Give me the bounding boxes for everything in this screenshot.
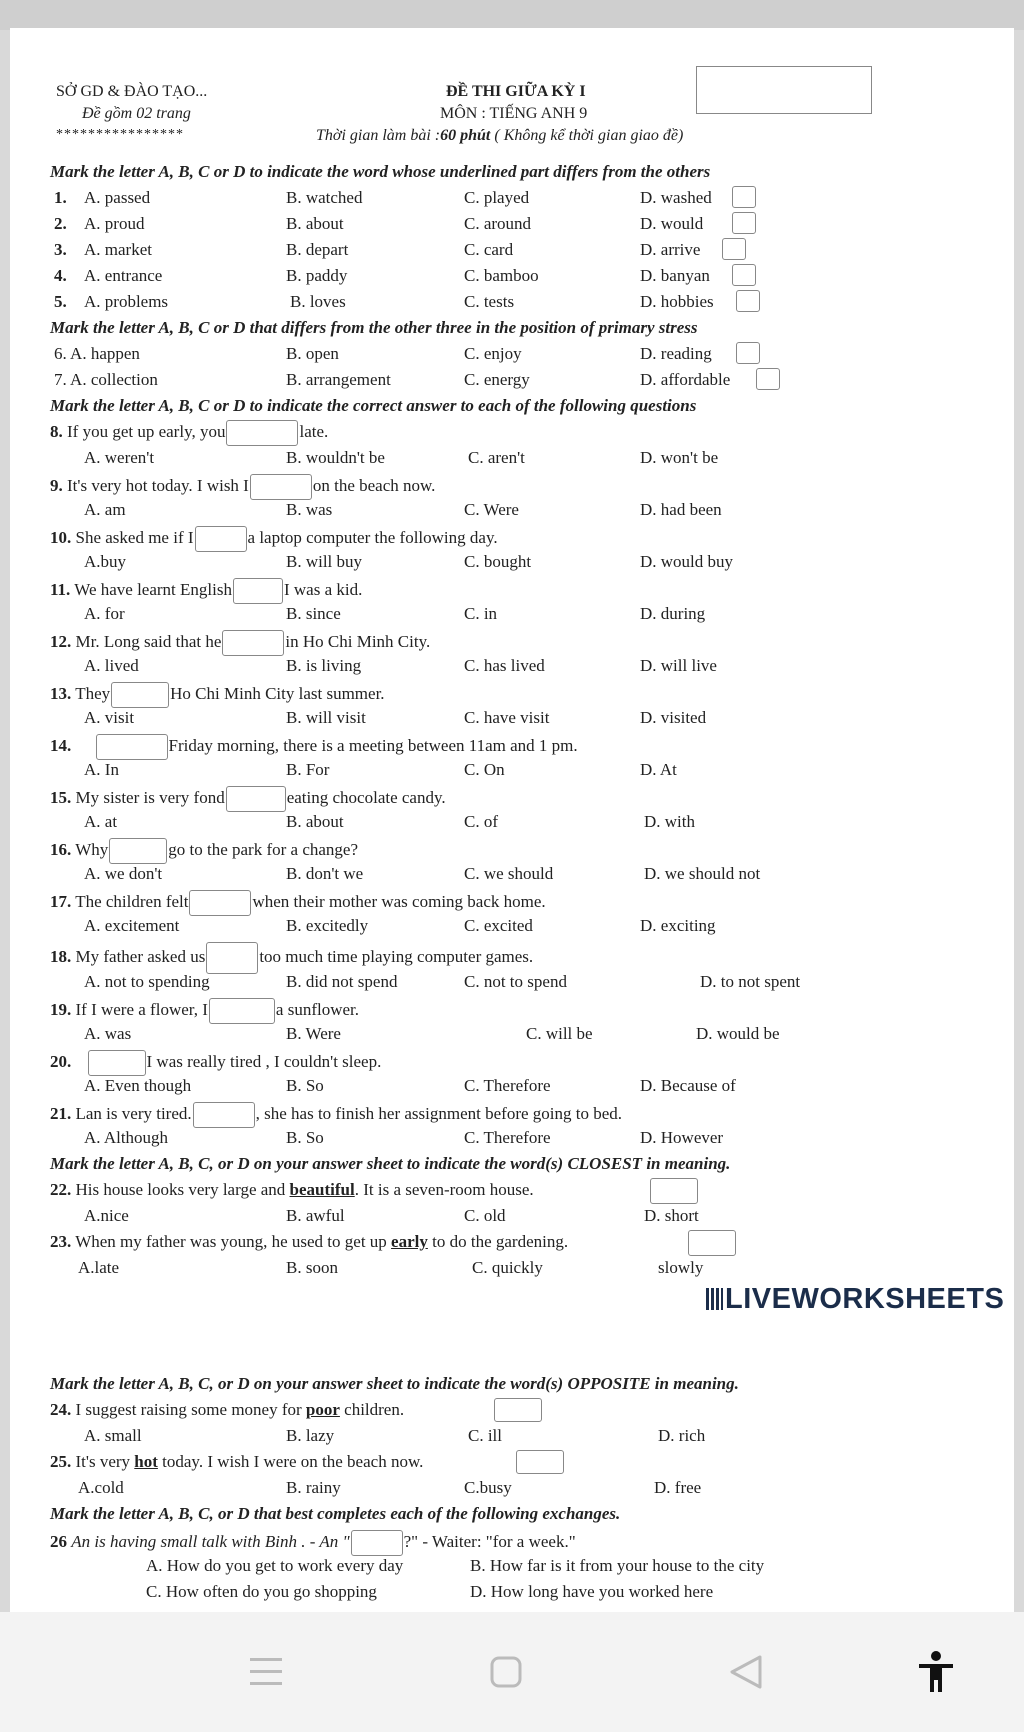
option-b: B. will visit xyxy=(286,708,366,727)
question-number: 2. xyxy=(54,214,67,233)
option-c: C. ill xyxy=(468,1426,503,1445)
question-12: 12. Mr. Long said that he in Ho Chi Minh City. xyxy=(50,630,430,656)
exam-subject: MÔN : TIẾNG ANH 9 xyxy=(440,105,588,122)
option-a: A. visit xyxy=(84,708,135,727)
question-22: 22. His house looks very large and beautiful. It is a seven-room house. xyxy=(50,1180,534,1199)
question-24: 24. I suggest raising some money for poor children. xyxy=(50,1400,405,1419)
option-d: D. arrive xyxy=(640,240,701,259)
option-a: 7. A. collection xyxy=(54,370,158,389)
option-b: B. For xyxy=(286,760,330,779)
question-11: 11. We have learnt English I was a kid. xyxy=(50,578,362,604)
option-c: C. played xyxy=(464,188,530,207)
option-b: B. soon xyxy=(286,1258,338,1277)
worksheet-page xyxy=(10,28,1014,1613)
option-d: D. during xyxy=(640,604,706,623)
option-d: D. to not spent xyxy=(700,972,801,991)
option-c: C. in xyxy=(464,604,498,623)
option-b: B. did not spend xyxy=(286,972,398,991)
option-c: C. of xyxy=(464,812,498,831)
option-d: D. won't be xyxy=(640,448,719,467)
option-a: A. at xyxy=(84,812,118,831)
option-a: A. passed xyxy=(84,188,151,207)
back-icon[interactable] xyxy=(716,1642,776,1702)
option-d: D. short xyxy=(644,1206,699,1225)
answer-box-19[interactable] xyxy=(209,998,275,1024)
header-department: SỞ GD & ĐÀO TẠO... xyxy=(56,83,208,100)
accessibility-icon[interactable] xyxy=(906,1642,966,1702)
option-a: A. entrance xyxy=(84,266,163,285)
section-heading-stress: Mark the letter A, B, C or D that differs from the other three in the position of primary stress xyxy=(50,318,698,337)
option-c: C. Were xyxy=(464,500,519,519)
question-number: 4. xyxy=(54,266,67,285)
option-a: A. small xyxy=(84,1426,142,1445)
option-d: D. would xyxy=(640,214,704,233)
question-21: 21. Lan is very tired. , she has to finish her assignment before going to bed. xyxy=(50,1102,622,1128)
question-8: 8. If you get up early, you late. xyxy=(50,420,328,446)
option-c: C. will be xyxy=(526,1024,593,1043)
option-c: C.busy xyxy=(464,1478,512,1497)
option-d: D. However xyxy=(640,1128,724,1147)
option-b: B. So xyxy=(286,1076,324,1095)
option-a: A. we don't xyxy=(84,864,163,883)
option-c: C. we should xyxy=(464,864,554,883)
answer-box-23[interactable] xyxy=(688,1230,736,1256)
option-d: D. washed xyxy=(640,188,712,207)
option-d: D. affordable xyxy=(640,370,731,389)
option-b: B. don't we xyxy=(286,864,364,883)
option-c: C. card xyxy=(464,240,514,259)
exam-title: ĐỀ THI GIỮA KỲ I xyxy=(446,83,586,100)
answer-box-16[interactable] xyxy=(109,838,167,864)
answer-box-7[interactable] xyxy=(756,368,780,390)
question-26: 26 An is having small talk with Binh . - An " ?" - Waiter: "for a week." xyxy=(50,1530,576,1556)
score-box[interactable] xyxy=(696,66,872,114)
answer-box-4[interactable] xyxy=(732,264,756,286)
option-b: B. about xyxy=(286,812,344,831)
option-b: B. rainy xyxy=(286,1478,341,1497)
option-d: D. How long have you worked here xyxy=(470,1582,714,1601)
liveworksheets-logo xyxy=(706,1283,1004,1316)
option-a: A. am xyxy=(84,500,126,519)
answer-box-14[interactable] xyxy=(96,734,168,760)
question-number: 3. xyxy=(54,240,67,259)
option-b: B. How far is it from your house to the city xyxy=(470,1556,765,1575)
answer-box-3[interactable] xyxy=(722,238,746,260)
option-a: A. market xyxy=(84,240,152,259)
header-stars: **************** xyxy=(56,127,184,142)
top-status-bar xyxy=(0,0,1024,30)
option-c: C. aren't xyxy=(468,448,525,467)
answer-box-20[interactable] xyxy=(88,1050,146,1076)
question-20: 20. I was really tired , I couldn't sleep. xyxy=(50,1050,381,1076)
question-10: 10. She asked me if I a laptop computer the following day. xyxy=(50,526,498,552)
answer-box-12[interactable] xyxy=(222,630,284,656)
option-b: B. So xyxy=(286,1128,324,1147)
answer-box-2[interactable] xyxy=(732,212,756,234)
question-14: 14. Friday morning, there is a meeting between 11am and 1 pm. xyxy=(50,734,578,760)
navigation-bar xyxy=(0,1612,1024,1732)
option-b: B. awful xyxy=(286,1206,345,1225)
option-c: C. enjoy xyxy=(464,344,522,363)
option-d: D. hobbies xyxy=(640,292,714,311)
option-c: C. has lived xyxy=(464,656,545,675)
option-c: C. quickly xyxy=(472,1258,543,1277)
option-d: D. with xyxy=(644,812,695,831)
option-b: B. depart xyxy=(286,240,349,259)
option-b: B. wouldn't be xyxy=(286,448,385,467)
option-b: B. since xyxy=(286,604,341,623)
question-number: 1. xyxy=(54,188,67,207)
option-a: A. How do you get to work every day xyxy=(146,1556,404,1575)
option-a: A. lived xyxy=(84,656,139,675)
answer-box-22[interactable] xyxy=(650,1178,698,1204)
option-b: B. about xyxy=(286,214,344,233)
option-b: B. paddy xyxy=(286,266,348,285)
option-d: D. rich xyxy=(658,1426,706,1445)
option-a: A. problems xyxy=(84,292,169,311)
answer-box-25[interactable] xyxy=(516,1450,564,1474)
answer-box-24[interactable] xyxy=(494,1398,542,1422)
option-a: 6. A. happen xyxy=(54,344,140,363)
question-9: 9. It's very hot today. I wish I on the beach now. xyxy=(50,474,435,500)
option-d: D. Because of xyxy=(640,1076,736,1095)
option-a: A. for xyxy=(84,604,125,623)
question-15: 15. My sister is very fond eating chocolate candy. xyxy=(50,786,446,812)
option-a: A. not to spending xyxy=(84,972,210,991)
question-17: 17. The children felt when their mother was coming back home. xyxy=(50,890,546,916)
answer-box-18[interactable] xyxy=(206,942,258,974)
option-d: D. visited xyxy=(640,708,707,727)
question-19: 19. If I were a flower, I a sunflower. xyxy=(50,998,359,1024)
option-b: B. lazy xyxy=(286,1426,335,1445)
question-23: 23. When my father was young, he used to get up early to do the gardening. xyxy=(50,1232,569,1251)
question-13: 13. They Ho Chi Minh City last summer. xyxy=(50,682,385,708)
option-a: A. Even though xyxy=(84,1076,192,1095)
option-b: B. Were xyxy=(286,1024,341,1043)
section-heading-grammar: Mark the letter A, B, C or D to indicate the correct answer to each of the following questions xyxy=(50,396,697,415)
option-b: B. watched xyxy=(286,188,363,207)
answer-box-11[interactable] xyxy=(233,578,283,604)
option-c: C. bought xyxy=(464,552,532,571)
option-d: D. banyan xyxy=(640,266,710,285)
option-b: B. is living xyxy=(286,656,362,675)
answer-box-5[interactable] xyxy=(736,290,760,312)
answer-box-10[interactable] xyxy=(195,526,247,552)
option-c: C. around xyxy=(464,214,532,233)
option-b: B. excitedly xyxy=(286,916,369,935)
option-c: C. tests xyxy=(464,292,515,311)
option-c: C. Therefore xyxy=(464,1128,551,1147)
option-d: D. reading xyxy=(640,344,712,363)
section-heading-pronunciation: Mark the letter A, B, C or D to indicate the word whose underlined part differs from the others xyxy=(50,162,711,181)
exam-time: Thời gian làm bài :60 phút ( Không kể thời gian giao đề) xyxy=(316,127,684,144)
option-a: A. Although xyxy=(84,1128,169,1147)
option-c: C. not to spend xyxy=(464,972,567,991)
answer-box-1[interactable] xyxy=(732,186,756,208)
option-d: D. will live xyxy=(640,656,717,675)
question-number: 5. xyxy=(54,292,67,311)
section-heading-exchanges: Mark the letter A, B, C, or D that best completes each of the following exchanges. xyxy=(50,1504,621,1523)
option-d: D. would be xyxy=(696,1024,780,1043)
section-heading-opposite: Mark the letter A, B, C, or D on your answer sheet to indicate the word(s) OPPOSITE in meaning. xyxy=(50,1374,739,1393)
option-d: slowly xyxy=(658,1258,704,1277)
option-c: C. How often do you go shopping xyxy=(146,1582,377,1601)
option-a: A.late xyxy=(78,1258,120,1277)
liveworksheets-mark-icon xyxy=(706,1288,723,1310)
answer-box-26[interactable] xyxy=(351,1530,403,1556)
recent-apps-icon[interactable] xyxy=(236,1642,296,1702)
option-d: D. would buy xyxy=(640,552,734,571)
option-d: D. At xyxy=(640,760,677,779)
option-a: A.nice xyxy=(84,1206,129,1225)
option-c: C. excited xyxy=(464,916,533,935)
option-a: A. was xyxy=(84,1024,132,1043)
answer-box-13[interactable] xyxy=(111,682,169,708)
option-b: B. will buy xyxy=(286,552,363,571)
option-b: B. was xyxy=(286,500,333,519)
option-c: C. On xyxy=(464,760,505,779)
option-a: A. weren't xyxy=(84,448,155,467)
option-c: C. have visit xyxy=(464,708,550,727)
option-c: C. energy xyxy=(464,370,530,389)
option-a: A. proud xyxy=(84,214,145,233)
option-b: B. open xyxy=(286,344,339,363)
option-a: A. In xyxy=(84,760,119,779)
section-heading-closest: Mark the letter A, B, C, or D on your answer sheet to indicate the word(s) CLOSEST in meaning. xyxy=(50,1154,731,1173)
option-d: D. exciting xyxy=(640,916,716,935)
option-a: A.buy xyxy=(84,552,127,571)
option-c: C. Therefore xyxy=(464,1076,551,1095)
answer-box-21[interactable] xyxy=(193,1102,255,1128)
option-a: A. excitement xyxy=(84,916,180,935)
header-pages: Đề gồm 02 trang xyxy=(82,105,191,122)
answer-box-8[interactable] xyxy=(226,420,298,446)
answer-box-15[interactable] xyxy=(226,786,286,812)
option-a: A.cold xyxy=(78,1478,124,1497)
question-16: 16. Why go to the park for a change? xyxy=(50,838,358,864)
option-c: C. old xyxy=(464,1206,506,1225)
question-25: 25. It's very hot today. I wish I were on the beach now. xyxy=(50,1452,424,1471)
option-c: C. bamboo xyxy=(464,266,539,285)
answer-box-6[interactable] xyxy=(736,342,760,364)
option-b: B. arrangement xyxy=(286,370,391,389)
option-d: D. we should not xyxy=(644,864,761,883)
option-d: D. free xyxy=(654,1478,702,1497)
liveworksheets-brand-text: LIVEWORKSHEETS xyxy=(725,1283,1005,1315)
home-icon[interactable] xyxy=(476,1642,536,1702)
option-b: B. loves xyxy=(290,292,346,311)
question-18: 18. My father asked us too much time playing computer games. xyxy=(50,942,533,974)
answer-box-9[interactable] xyxy=(250,474,312,500)
option-d: D. had been xyxy=(640,500,722,519)
answer-box-17[interactable] xyxy=(189,890,251,916)
